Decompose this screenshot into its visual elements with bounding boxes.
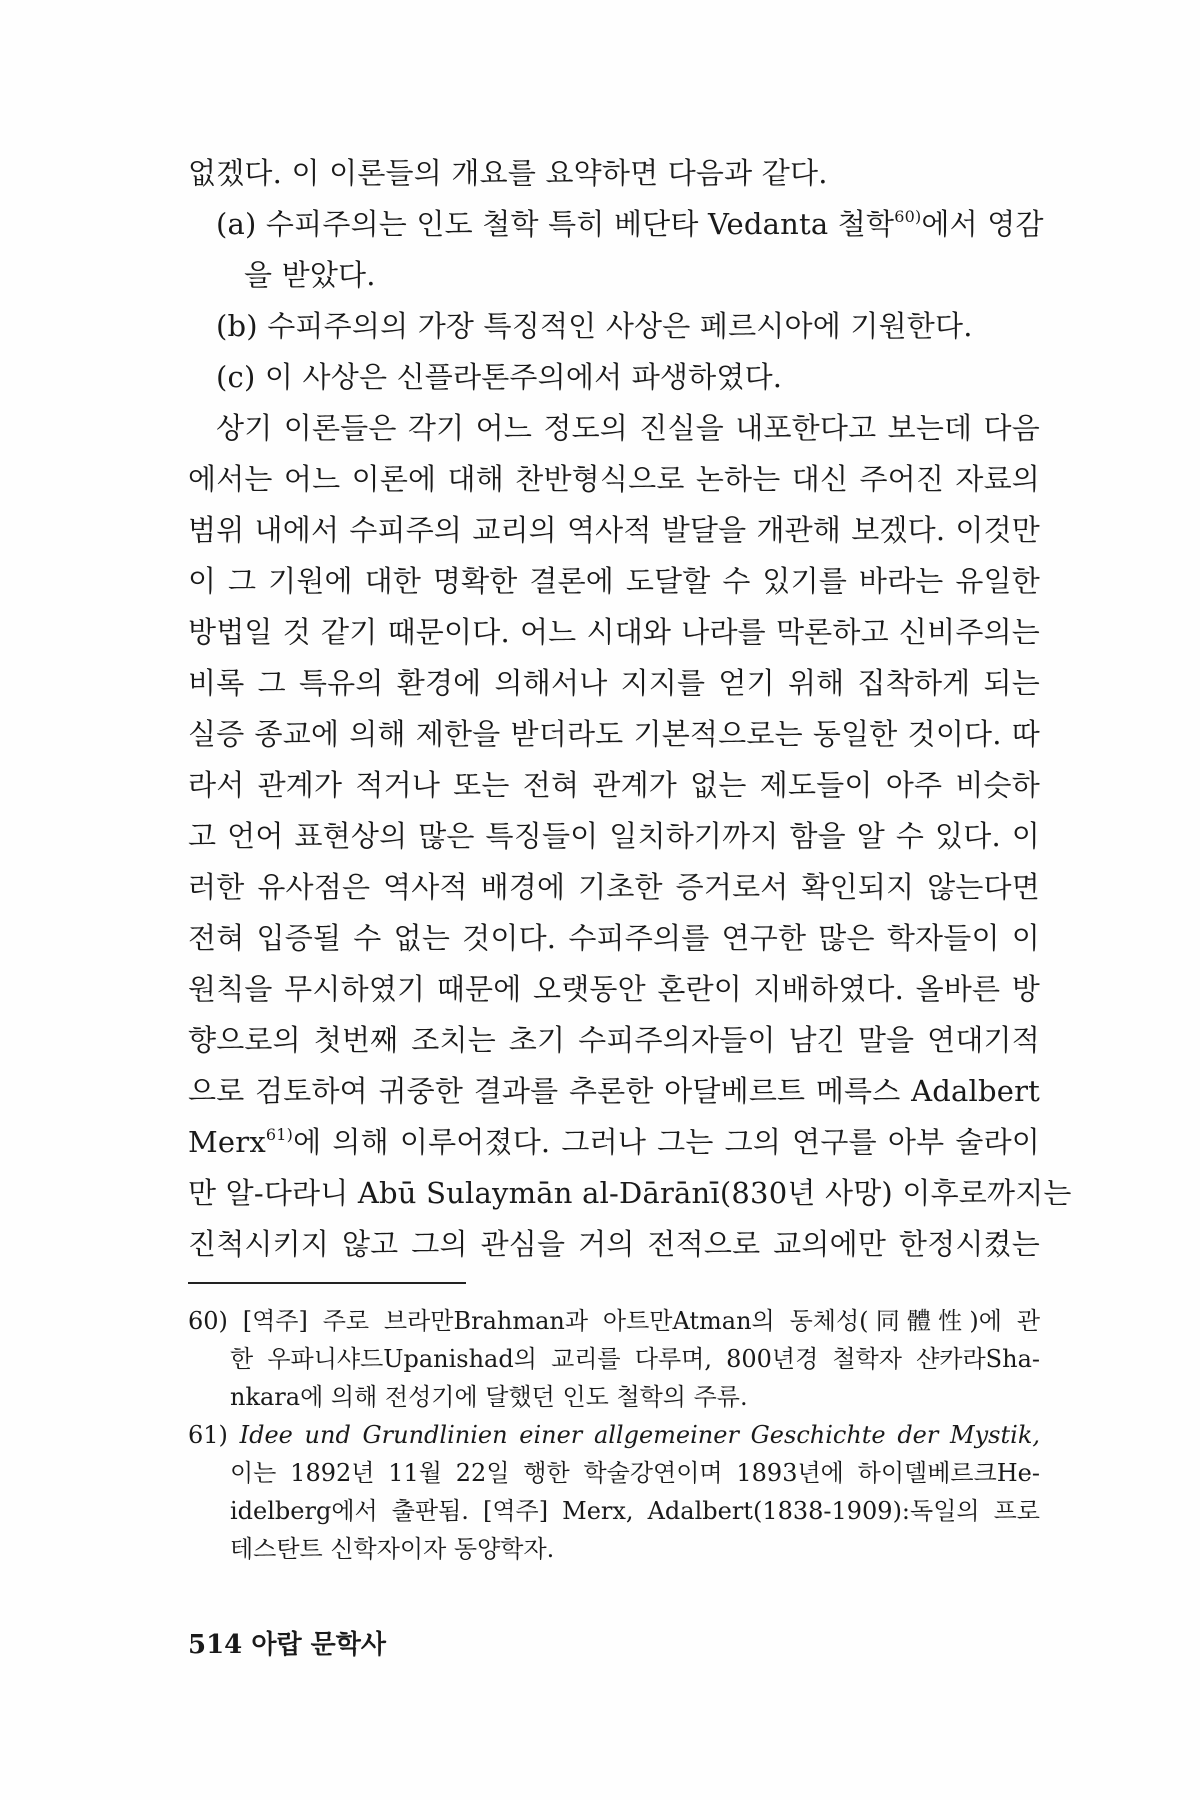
text-line: 고 언어 표현상의 많은 특징들이 일치하기까지 함을 알 수 있다. 이 xyxy=(188,819,1040,853)
text-segment: 에서 영감 xyxy=(921,207,1044,241)
footnotes xyxy=(188,1302,1040,1568)
footnote-ref-61: 61) xyxy=(265,1125,294,1144)
footnote-61-title: Idee und Grundlinien einer allgemeiner Geschichte der Mystik, xyxy=(239,1421,1040,1449)
text-segment: 에 의해 이루어졌다. 그러나 그는 그의 연구를 아부 술라이 xyxy=(293,1125,1040,1159)
text-line: 이 그 기원에 대한 명확한 결론에 도달할 수 있기를 바라는 유일한 xyxy=(188,564,1040,598)
footnote-60-line: 한 우파니샤드Upanishad의 교리를 다루며, 800년경 철학자 샨카라Sha- xyxy=(230,1345,1040,1373)
text-line: 실증 종교에 의해 제한을 받더라도 기본적으로는 동일한 것이다. 따 xyxy=(188,717,1040,751)
text-line: 에서는 어느 이론에 대해 찬반형식으로 논하는 대신 주어진 자료의 xyxy=(188,462,1040,496)
text-line: 비록 그 특유의 환경에 의해서나 지지를 얻기 위해 집착하게 되는 xyxy=(188,666,1040,700)
footnote-60-line: 60) [역주] 주로 브라만Brahman과 아트만Atman의 동체성(同體性)에 관 xyxy=(188,1307,1040,1335)
text-line: 향으로의 첫번째 조치는 초기 수피주의자들이 남긴 말을 연대기적 xyxy=(188,1023,1040,1057)
list-item-c: (c) 이 사상은 신플라톤주의에서 파생하였다. xyxy=(216,360,783,394)
text-line: 진척시키지 않고 그의 관심을 거의 전적으로 교의에만 한정시켰는 xyxy=(188,1227,1040,1261)
page-footer xyxy=(188,1628,386,1662)
text-line: 범위 내에서 수피주의 교리의 역사적 발달을 개관해 보겠다. 이것만 xyxy=(188,513,1040,547)
footnote-61-line: 이는 1892년 11월 22일 행한 학술강연이며 1893년에 하이델베르크He- xyxy=(230,1459,1040,1487)
list-item-a xyxy=(188,199,1044,250)
text-line: 원칙을 무시하였기 때문에 오랫동안 혼란이 지배하였다. 올바른 방 xyxy=(188,972,1040,1006)
text-line: 만 알-다라니 Abū Sulaymān al-Dārānī(830년 사망) 이후로까지는 xyxy=(188,1176,1072,1210)
text-line: 으로 검토하여 귀중한 결과를 추론한 아달베르트 메륵스 Adalbert xyxy=(188,1074,1040,1108)
footnote-60-line: nkara에 의해 전성기에 달했던 인도 철학의 주류. xyxy=(230,1383,748,1411)
footnote-61-line: 테스탄트 신학자이자 동양학자. xyxy=(230,1535,555,1563)
text-line-with-footnote xyxy=(188,1117,1040,1168)
paragraph-first-line: 상기 이론들은 각기 어느 정도의 진실을 내포한다고 보는데 다음 xyxy=(216,411,1040,445)
text-line: 라서 관계가 적거나 또는 전혀 관계가 없는 제도들이 아주 비슷하 xyxy=(188,768,1040,802)
main-text xyxy=(188,148,1072,1270)
text-segment: Merx xyxy=(188,1125,266,1159)
footnote-61-line: idelberg에서 출판됨. [역주] Merx, Adalbert(1838-1909):독일의 프로 xyxy=(230,1497,1040,1525)
footnote-number: 61) xyxy=(188,1421,228,1449)
running-title: 아랍 문학사 xyxy=(251,1630,386,1660)
text-segment: (a) 수피주의는 인도 철학 특히 베단타 Vedanta 철학 xyxy=(216,207,895,241)
page-number: 514 xyxy=(188,1630,243,1660)
list-item-a-cont: 을 받았다. xyxy=(244,258,376,292)
footnote-divider xyxy=(188,1282,466,1284)
text-line: 전혀 입증될 수 없는 것이다. 수피주의를 연구한 많은 학자들이 이 xyxy=(188,921,1040,955)
text-line: 방법일 것 같기 때문이다. 어느 시대와 나라를 막론하고 신비주의는 xyxy=(188,615,1040,649)
footnote-61-title-line xyxy=(188,1416,1040,1454)
footnote-ref-60: 60) xyxy=(894,207,922,226)
list-item-b: (b) 수피주의의 가장 특징적인 사상은 페르시아에 기원한다. xyxy=(216,309,973,343)
text-line: 없겠다. 이 이론들의 개요를 요약하면 다음과 같다. xyxy=(188,156,828,190)
text-line: 러한 유사점은 역사적 배경에 기초한 증거로서 확인되지 않는다면 xyxy=(188,870,1040,904)
